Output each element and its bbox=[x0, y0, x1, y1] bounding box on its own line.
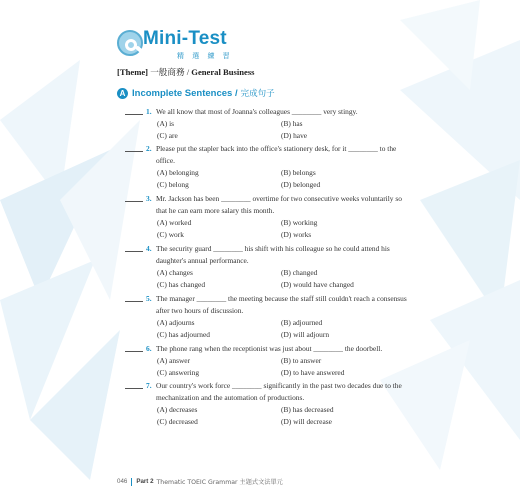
question-number: 1. bbox=[146, 107, 152, 116]
answer-option[interactable]: (B) has decreased bbox=[281, 405, 334, 414]
question-text: Our country's work force ________ significantly in the past two decades due to the mechanization and the automation of productions. bbox=[156, 381, 402, 402]
question-item bbox=[0, 143, 520, 191]
answer-blank[interactable] bbox=[125, 251, 143, 252]
question-text: Mr. Jackson has been ________ overtime for two consecutive weeks voluntarily so that he can earn more salary this month. bbox=[156, 194, 402, 215]
answer-option[interactable]: (B) working bbox=[281, 218, 318, 227]
section-title: Incomplete Sentences / bbox=[132, 87, 238, 99]
answer-option[interactable]: (A) answer bbox=[157, 356, 191, 365]
answer-option[interactable]: (B) adjourned bbox=[281, 318, 323, 327]
page-footer bbox=[117, 477, 283, 486]
answer-option[interactable]: (C) has changed bbox=[157, 280, 206, 289]
question-text: The security guard ________ his shift with his colleague so he could attend his daughter's annual performance. bbox=[156, 244, 390, 265]
question-text: The manager ________ the meeting because the staff still couldn't reach a consensus after two hours of discussion. bbox=[156, 294, 407, 315]
answer-blank[interactable] bbox=[125, 301, 143, 302]
answer-option[interactable]: (D) to have answered bbox=[281, 368, 345, 377]
question-number: 6. bbox=[146, 344, 152, 353]
question-number: 3. bbox=[146, 194, 152, 203]
question-number: 7. bbox=[146, 381, 152, 390]
answer-option[interactable]: (C) are bbox=[157, 131, 178, 140]
question-text: We all know that most of Joanna's colleagues ________ very stingy. bbox=[156, 107, 358, 116]
answer-blank[interactable] bbox=[125, 114, 143, 115]
answer-option[interactable]: (D) works bbox=[281, 230, 312, 239]
question-item bbox=[0, 293, 520, 341]
theme-line bbox=[117, 66, 255, 78]
footer-title: Thematic TOEIC Grammar 主題式文法單元 bbox=[156, 479, 283, 486]
page-number: 046 bbox=[117, 478, 128, 485]
answer-option[interactable]: (D) will decrease bbox=[281, 417, 332, 426]
answer-blank[interactable] bbox=[125, 201, 143, 202]
answer-option[interactable]: (B) has bbox=[281, 119, 303, 128]
question-item bbox=[0, 243, 520, 291]
answer-option[interactable]: (C) work bbox=[157, 230, 184, 239]
question-text: The phone rang when the receptionist was just about ________ the doorbell. bbox=[156, 344, 383, 353]
answer-option[interactable]: (A) worked bbox=[157, 218, 192, 227]
answer-blank[interactable] bbox=[125, 351, 143, 352]
circle-letter-icon: A bbox=[117, 88, 128, 99]
answer-option[interactable]: (A) changes bbox=[157, 268, 193, 277]
question-number: 4. bbox=[146, 244, 152, 253]
theme-separator: / bbox=[184, 67, 192, 77]
logo-title: Mini-Test bbox=[143, 28, 227, 49]
answer-blank[interactable] bbox=[125, 388, 143, 389]
footer-part: Part 2 bbox=[136, 478, 154, 485]
question-item bbox=[0, 193, 520, 241]
answer-option[interactable]: (A) adjourns bbox=[157, 318, 195, 327]
answer-option[interactable]: (D) have bbox=[281, 131, 308, 140]
question-number: 2. bbox=[146, 144, 152, 153]
answer-option[interactable]: (A) is bbox=[157, 119, 175, 128]
section-heading bbox=[117, 87, 275, 99]
section-title-zh: 完成句子 bbox=[240, 89, 275, 99]
answer-option[interactable]: (C) has adjourned bbox=[157, 330, 210, 339]
answer-option[interactable]: (C) decreased bbox=[157, 417, 198, 426]
answer-option[interactable]: (B) belongs bbox=[281, 168, 316, 177]
answer-option[interactable]: (B) changed bbox=[281, 268, 318, 277]
answer-option[interactable]: (D) belonged bbox=[281, 180, 321, 189]
theme-en: General Business bbox=[191, 67, 255, 77]
logo-subtitle: 精 選 練 習 bbox=[177, 52, 233, 60]
question-item bbox=[0, 380, 520, 428]
answer-option[interactable]: (A) belonging bbox=[157, 168, 199, 177]
question-number: 5. bbox=[146, 294, 152, 303]
question-text: Please put the stapler back into the office's stationery desk, for it ________ to the office. bbox=[156, 144, 397, 165]
answer-option[interactable]: (A) decreases bbox=[157, 405, 198, 414]
answer-option[interactable]: (D) would have changed bbox=[281, 280, 354, 289]
answer-option[interactable]: (C) belong bbox=[157, 180, 189, 189]
footer-divider bbox=[131, 478, 132, 486]
answer-option[interactable]: (B) to answer bbox=[281, 356, 322, 365]
mini-test-logo bbox=[117, 28, 257, 64]
theme-label: [Theme] bbox=[117, 67, 149, 77]
answer-option[interactable]: (C) answering bbox=[157, 368, 200, 377]
answer-option[interactable]: (D) will adjourn bbox=[281, 330, 330, 339]
theme-zh: 一般商務 bbox=[150, 68, 185, 78]
answer-blank[interactable] bbox=[125, 151, 143, 152]
